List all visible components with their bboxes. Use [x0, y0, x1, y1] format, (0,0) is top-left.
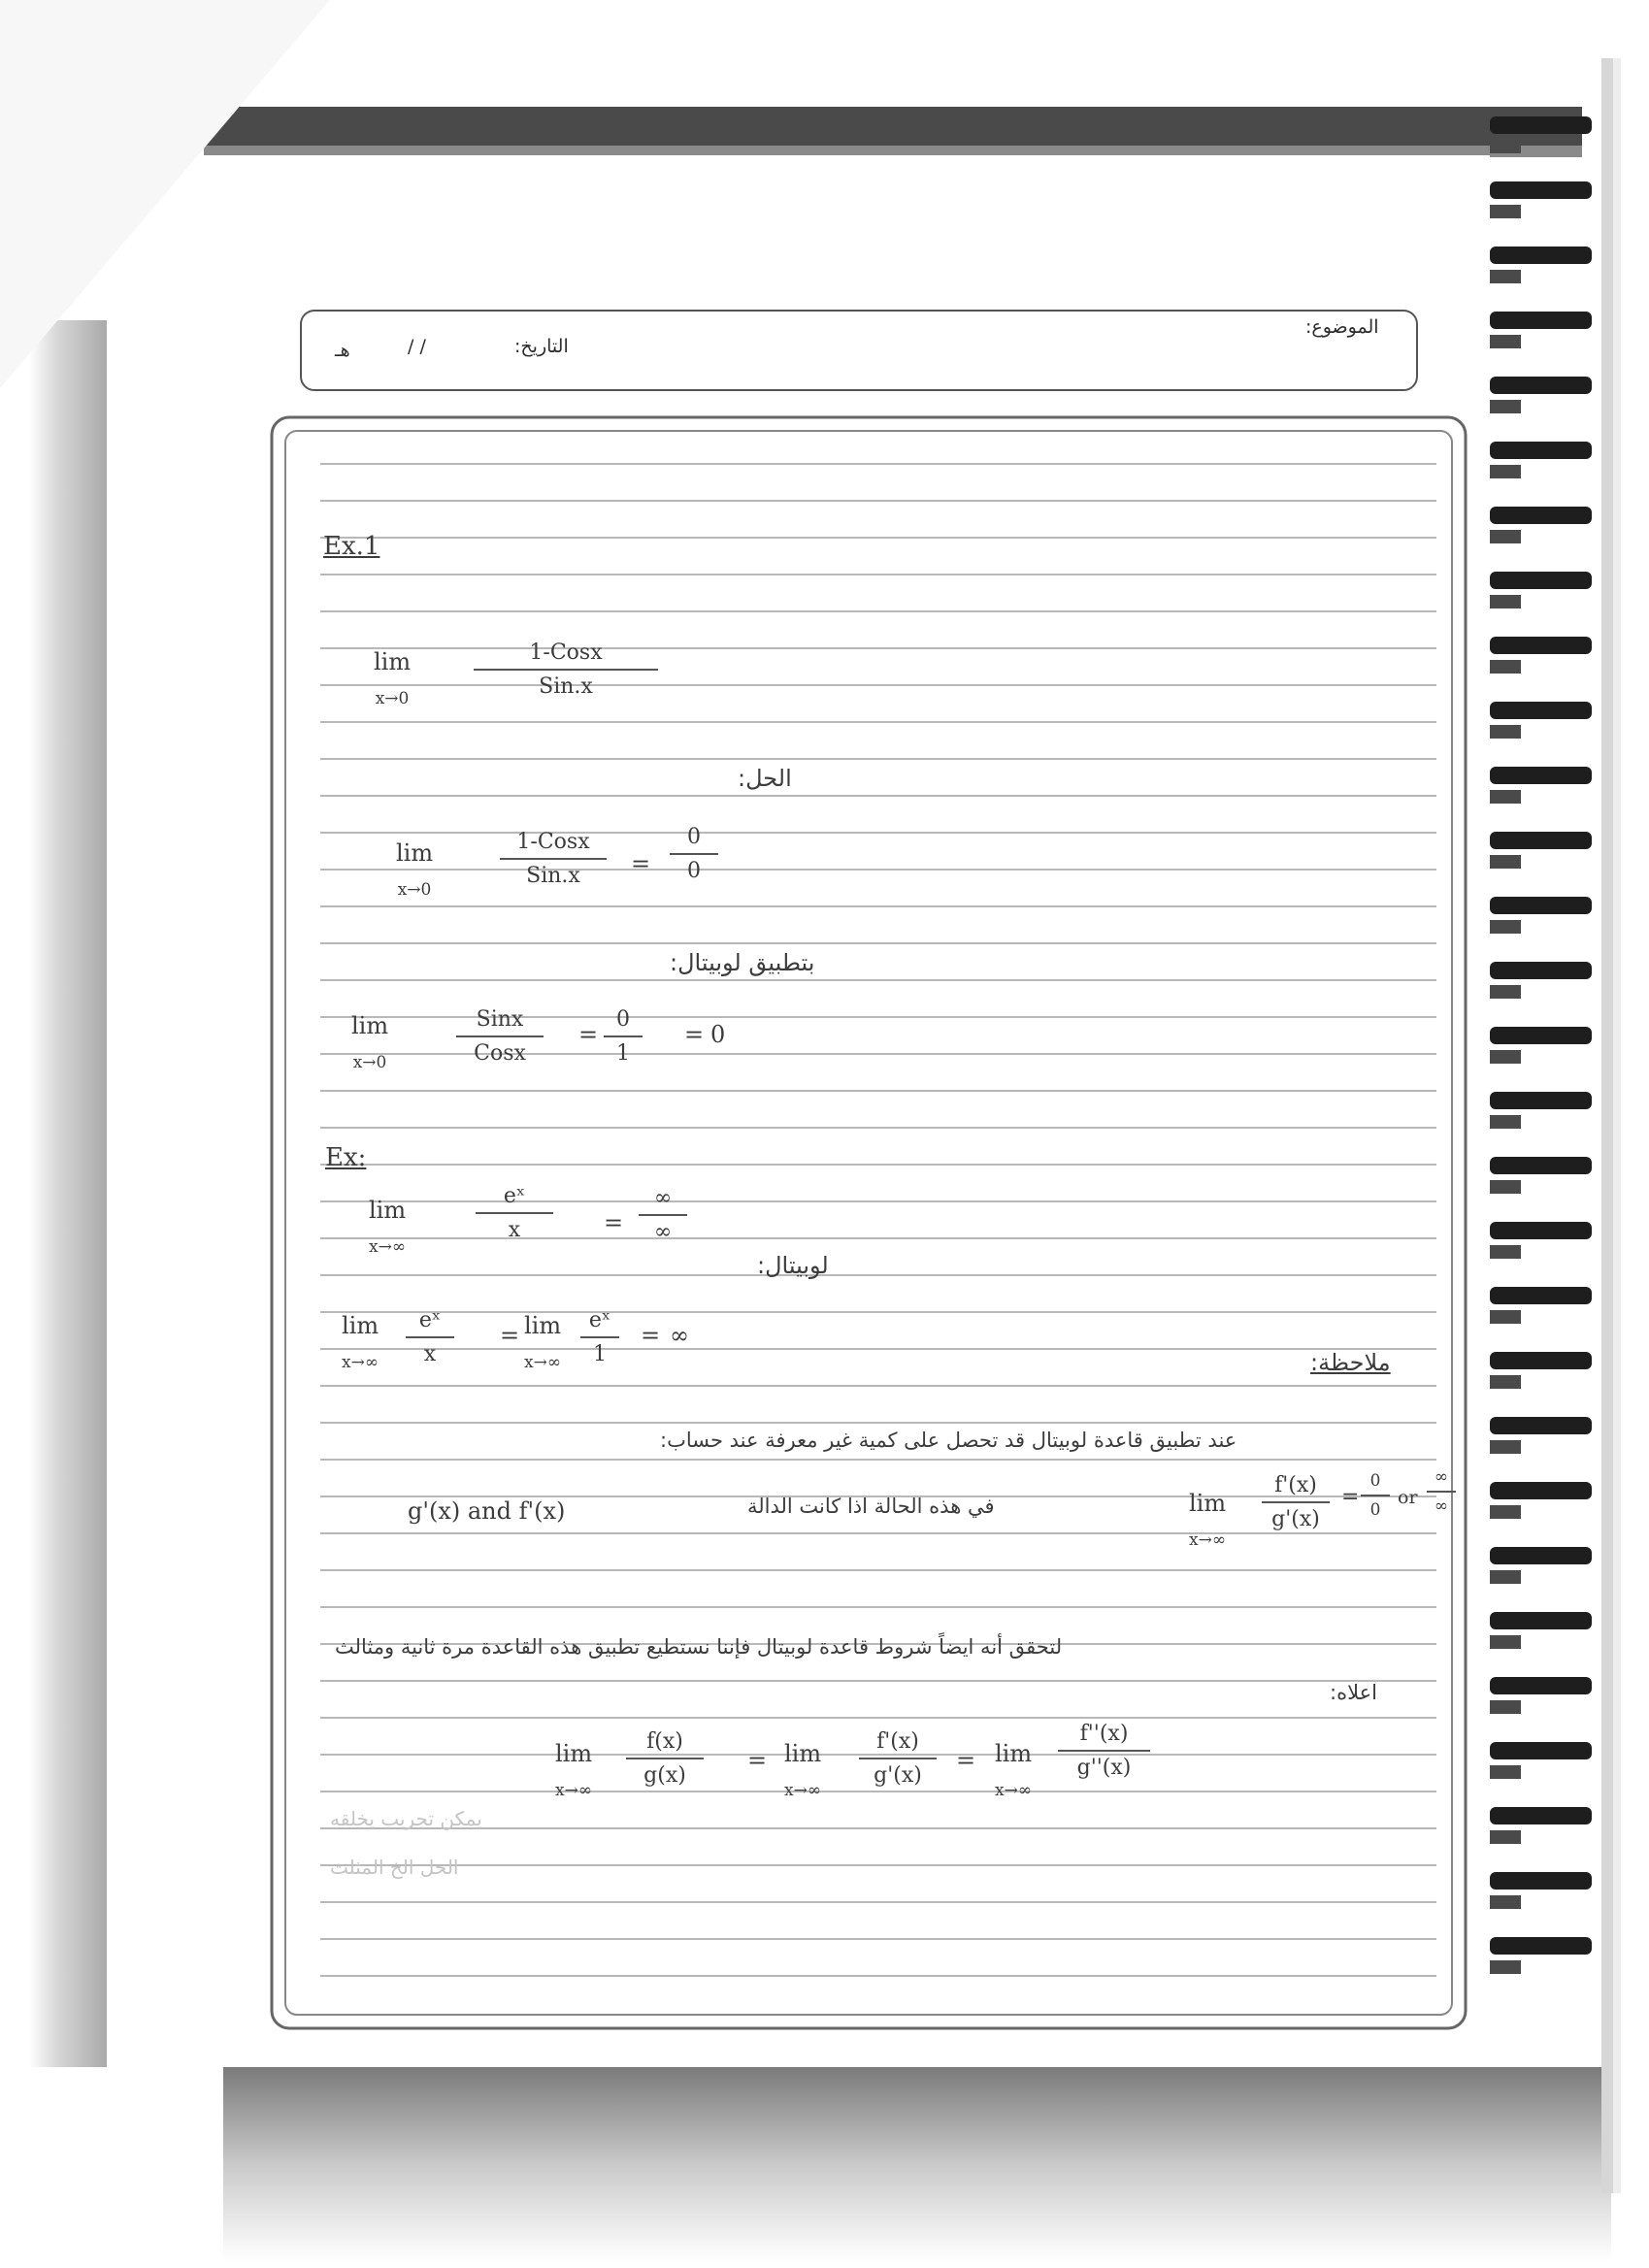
note-label: ملاحظة:	[1310, 1349, 1391, 1376]
denominator: g''(x)	[1076, 1756, 1132, 1780]
spiral-ring	[1490, 702, 1592, 719]
denominator: Sin.x	[539, 674, 593, 699]
denominator: g'(x)	[874, 1763, 922, 1788]
equals-sign: =	[747, 1747, 768, 1774]
spiral-binding	[1490, 116, 1592, 1974]
fraction-4	[476, 1184, 553, 1242]
denominator: ∞	[1434, 1496, 1449, 1516]
inf-over-inf-2	[1427, 1467, 1456, 1516]
spiral-ring	[1490, 312, 1592, 329]
lim-subscript: x→∞	[369, 1237, 407, 1257]
spiral-ring	[1490, 1417, 1592, 1434]
lim-subscript: x→∞	[1189, 1530, 1227, 1550]
denominator: 1	[616, 1041, 630, 1066]
spiral-hole	[1490, 595, 1521, 608]
denominator: 1	[593, 1342, 607, 1366]
spiral-hole	[1490, 400, 1521, 413]
spiral-ring	[1490, 637, 1592, 654]
spiral-hole	[1490, 855, 1521, 869]
numerator: f'(x)	[859, 1729, 937, 1759]
equals-sign: =	[604, 1209, 624, 1236]
spiral-hole	[1490, 1115, 1521, 1129]
apply-lhopital-label: بتطبيق لوبيتال:	[670, 949, 815, 976]
numerator: Sinx	[456, 1007, 544, 1037]
spiral-hole	[1490, 530, 1521, 543]
spiral-hole	[1490, 1895, 1521, 1909]
limit-6	[524, 1312, 561, 1372]
lim-text: lim	[524, 1312, 562, 1339]
spiral-ring	[1490, 1222, 1592, 1239]
left-shadow-strip	[29, 320, 107, 2067]
lim-subscript: x→∞	[555, 1781, 593, 1800]
numerator: ∞	[639, 1186, 687, 1216]
spiral-hole	[1490, 205, 1521, 218]
spiral-ring	[1490, 1807, 1592, 1824]
spiral-hole	[1490, 1830, 1521, 1844]
note-line-1: عند تطبيق قاعدة لوبيتال قد تحصل على كمية غير معرفة عند حساب:	[660, 1429, 1237, 1452]
spiral-hole	[1490, 1245, 1521, 1259]
denominator: x	[423, 1342, 437, 1366]
spiral-ring	[1490, 1872, 1592, 1890]
limit-10	[995, 1740, 1032, 1800]
fraction-3	[456, 1007, 544, 1066]
limit-2	[396, 839, 433, 900]
spiral-ring	[1490, 442, 1592, 459]
lim-subscript: x→∞	[784, 1781, 822, 1800]
spiral-hole	[1490, 985, 1521, 999]
denominator: ∞	[653, 1220, 673, 1244]
spiral-hole	[1490, 1765, 1521, 1779]
spiral-hole	[1490, 270, 1521, 283]
spiral-ring	[1490, 1287, 1592, 1304]
lim-text: lim	[374, 648, 412, 675]
note-line-4: اعلاه:	[1330, 1681, 1377, 1704]
spiral-ring	[1490, 377, 1592, 394]
spiral-hole	[1490, 1960, 1521, 1974]
denominator: g(x)	[643, 1763, 686, 1788]
result-zero: 0	[710, 1021, 726, 1048]
limit-7	[1189, 1490, 1226, 1550]
numerator: 0	[1361, 1471, 1390, 1496]
numerator: 1-Cosx	[474, 641, 658, 671]
spiral-hole	[1490, 335, 1521, 348]
lhopital-label: لوبيتال:	[757, 1252, 829, 1279]
spiral-ring	[1490, 962, 1592, 979]
lim-text: lim	[396, 839, 434, 867]
lim-text: lim	[784, 1740, 822, 1767]
denominator: g'(x)	[1271, 1507, 1320, 1531]
solution-label: الحل:	[738, 765, 792, 792]
numerator: eˣ	[476, 1184, 553, 1214]
fraction-9	[859, 1729, 937, 1788]
spiral-hole	[1490, 1180, 1521, 1194]
spiral-hole	[1490, 1310, 1521, 1324]
denominator: x	[508, 1218, 521, 1242]
date-label: التاريخ:	[514, 336, 569, 357]
numerator: eˣ	[406, 1308, 454, 1338]
numerator: 0	[670, 825, 718, 855]
spiral-hole	[1490, 725, 1521, 739]
limit-1	[374, 648, 411, 708]
faded-note-line-2: الحل الخ المثلث	[330, 1856, 459, 1879]
note-line-2: في هذه الحالة اذا كانت الدالة	[747, 1495, 995, 1518]
fraction-1	[474, 641, 658, 699]
numerator: f''(x)	[1058, 1722, 1150, 1752]
spiral-ring	[1490, 507, 1592, 524]
equals-sign: =	[631, 850, 651, 877]
result-infinity: ∞	[670, 1322, 689, 1349]
fraction-8	[626, 1729, 704, 1788]
spiral-hole	[1490, 1050, 1521, 1064]
spiral-ring	[1490, 1157, 1592, 1174]
equals-sign: =	[684, 1021, 705, 1048]
lim-subscript: x→0	[375, 689, 410, 708]
spiral-hole	[1490, 920, 1521, 934]
spiral-hole	[1490, 465, 1521, 478]
equals-sign: =	[1341, 1485, 1360, 1509]
spiral-hole	[1490, 1505, 1521, 1519]
numerator: 1-Cosx	[500, 830, 607, 860]
denominator: Sin.x	[526, 864, 580, 888]
g-and-f-prime: g'(x) and f'(x)	[408, 1497, 566, 1525]
spiral-ring	[1490, 897, 1592, 914]
fraction-7	[1262, 1473, 1330, 1531]
spiral-hole	[1490, 1570, 1521, 1584]
numerator: f'(x)	[1262, 1473, 1330, 1503]
spiral-ring	[1490, 247, 1592, 264]
numerator: ∞	[1427, 1467, 1456, 1493]
spiral-ring	[1490, 181, 1592, 199]
example-1-label: Ex.1	[323, 532, 380, 561]
zero-over-zero-2	[1361, 1471, 1390, 1520]
spiral-ring	[1490, 1027, 1592, 1044]
spiral-ring	[1490, 1937, 1592, 1955]
date-separators: / /	[408, 336, 426, 357]
spiral-ring	[1490, 1092, 1592, 1109]
hijri-suffix: هـ	[335, 340, 350, 361]
fraction-10	[1058, 1722, 1150, 1780]
lim-text: lim	[995, 1740, 1033, 1767]
spiral-ring	[1490, 1742, 1592, 1759]
limit-5	[342, 1312, 379, 1372]
faded-note-line-1: يمكن تجريب يخلقه	[330, 1807, 482, 1830]
denominator: 0	[687, 859, 701, 883]
spiral-ring	[1490, 1612, 1592, 1629]
equals-sign: =	[956, 1747, 976, 1774]
lim-text: lim	[351, 1012, 389, 1039]
zero-over-one	[604, 1007, 643, 1066]
denominator: Cosx	[474, 1041, 526, 1066]
example-2-label: Ex:	[325, 1143, 367, 1172]
lim-text: lim	[342, 1312, 379, 1339]
numerator: f(x)	[626, 1729, 704, 1759]
spiral-ring	[1490, 1352, 1592, 1369]
equals-sign: =	[578, 1021, 599, 1048]
or-word: or	[1398, 1487, 1418, 1508]
spiral-ring	[1490, 1547, 1592, 1564]
fraction-5	[406, 1308, 454, 1366]
numerator: eˣ	[580, 1308, 619, 1338]
spiral-ring	[1490, 116, 1592, 134]
lim-subscript: x→∞	[995, 1781, 1033, 1800]
lim-text: lim	[555, 1740, 593, 1767]
lim-subscript: x→0	[352, 1053, 387, 1072]
spiral-hole	[1490, 790, 1521, 804]
subject-label: الموضوع:	[1305, 316, 1379, 338]
spiral-hole	[1490, 1375, 1521, 1389]
spiral-hole	[1490, 140, 1521, 153]
spiral-hole	[1490, 1635, 1521, 1649]
spiral-hole	[1490, 1440, 1521, 1454]
fraction-6	[580, 1308, 619, 1366]
spiral-ring	[1490, 832, 1592, 849]
spiral-hole	[1490, 1700, 1521, 1714]
spiral-ring	[1490, 1482, 1592, 1499]
limit-8	[555, 1740, 592, 1800]
lim-subscript: x→0	[397, 880, 432, 900]
numerator: 0	[604, 1007, 643, 1037]
inf-over-inf	[639, 1186, 687, 1244]
equals-sign: =	[641, 1322, 661, 1349]
limit-3	[351, 1012, 388, 1072]
bottom-shadow-strip	[223, 2067, 1611, 2261]
limit-4	[369, 1197, 406, 1257]
lim-subscript: x→∞	[524, 1353, 562, 1372]
note-line-3: لتحقق أنه ايضاً شروط قاعدة لوبيتال فإننا نستطيع تطبيق هذه القاعدة مرة ثانية ومثالث	[335, 1635, 1063, 1659]
lim-text: lim	[1189, 1490, 1227, 1517]
fraction-2	[500, 830, 607, 888]
lim-text: lim	[369, 1197, 407, 1224]
spiral-ring	[1490, 767, 1592, 784]
page-sheet	[199, 155, 1490, 2057]
spiral-hole	[1490, 660, 1521, 674]
lim-subscript: x→∞	[342, 1353, 379, 1372]
spiral-ring	[1490, 1677, 1592, 1694]
zero-over-zero	[670, 825, 718, 883]
equals-sign: =	[500, 1322, 520, 1349]
limit-9	[784, 1740, 821, 1800]
spiral-ring	[1490, 572, 1592, 589]
denominator: 0	[1369, 1500, 1381, 1520]
